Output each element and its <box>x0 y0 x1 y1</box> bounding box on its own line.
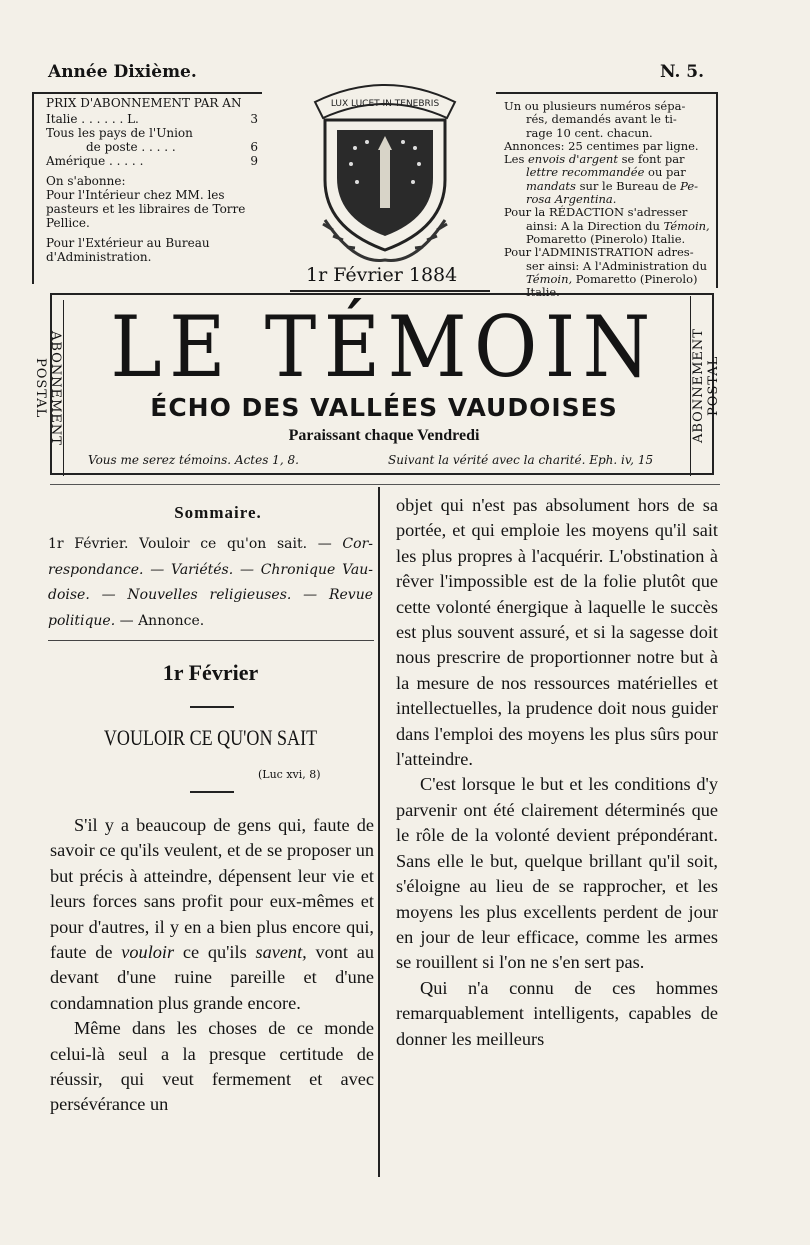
price-label: Tous les pays de l'Union <box>46 126 193 140</box>
notice-line: rosa Argentina. <box>526 192 617 207</box>
notice-line: Pour la RÉDACTION s'adresser <box>504 205 688 220</box>
summary-title: Sommaire. <box>174 503 262 522</box>
paragraph: Même dans les choses de ce monde celui-là seul a la presque certitude de réussir, qui veut fermement et avec persévérance un <box>50 1018 374 1115</box>
paragraph: S'il y a beaucoup de gens qui, faute de savoir ce qu'ils veulent, et de se proposer un but précis à atteindre, dépensent leur vie et leurs forces sans profit pour eux-mêmes et pour d'autres, il y en a bien plus encore qui, faute de vouloir ce qu'ils savent, vont au devant d'une ruine pareille et d'une condamnation plus grande encore. <box>50 815 374 1013</box>
notice-line: ser ainsi: A l'Administration du <box>526 258 707 273</box>
notice-line: ainsi: A la Direction du Témoin, <box>526 218 710 233</box>
summary-body: 1r Février. Vouloir ce qu'on sait. — Cor-respondance. — Variétés. — Chronique Vau-doise. — Nouvelles religieuses. — Revue politique. — Annonce. <box>48 536 373 629</box>
notice-line: Pour l'ADMINISTRATION adres- <box>504 245 694 260</box>
newspaper-subtitle: ÉCHO DES VALLÉES VAUDOISES <box>150 393 618 422</box>
scripture-reference: (Luc xvi, 8) <box>258 768 321 781</box>
issue-number: N. 5. <box>660 62 705 82</box>
newspaper-title: LE TÉMOIN <box>110 298 658 396</box>
notice-line: Annonces: 25 centimes par ligne. <box>504 138 699 153</box>
divider <box>48 640 374 641</box>
price-row-amerique <box>46 154 258 168</box>
issue-date: 1r Février 1884 <box>306 264 458 286</box>
subscribe-interior: Pour l'Intérieur chez MM. les pasteurs et les libraires de Torre Pellice. <box>46 188 246 230</box>
emblem-motto: LUX LUCET IN TENEBRIS <box>330 99 440 109</box>
subscribe-exterior: Pour l'Extérieur au Bureau d'Administration. <box>46 236 210 264</box>
article-body-right <box>396 493 718 1052</box>
price-label: de poste . . . . . <box>86 140 176 154</box>
divider <box>190 706 234 708</box>
paragraph: Qui n'a connu de ces hommes remarquablement intelligents, capables de donner les meilleurs <box>396 977 718 1049</box>
epigraph-right: Suivant la vérité avec la charité. Eph. iv, 15 <box>388 453 654 467</box>
side-label-right: ABONNEMENT POSTAL <box>690 296 714 476</box>
price-value: 6 <box>250 140 258 154</box>
price-label: Amérique . . . . . <box>46 154 144 168</box>
notice-line: Un ou plusieurs numéros sépa- <box>504 99 686 113</box>
notice-box <box>496 92 718 300</box>
divider <box>190 791 234 793</box>
column-divider <box>378 487 380 1177</box>
notice-line: rés, demandés avant le ti- <box>526 112 677 127</box>
notice-line: Les envois d'argent se font par <box>504 152 685 167</box>
price-title: PRIX D'ABONNEMENT PAR AN <box>46 96 242 110</box>
notice-line: mandats sur le Bureau de Pe- <box>526 178 699 193</box>
shield-emblem-icon <box>285 70 485 270</box>
article-date-heading: 1r Février <box>162 660 259 685</box>
side-label-left: ABONNEMENT POSTAL <box>42 300 64 476</box>
epigraph-left: Vous me serez témoins. Actes 1, 8. <box>88 453 299 467</box>
notice-line: Italie. <box>526 285 560 300</box>
price-row-union <box>46 140 258 154</box>
price-label: Italie . . . . . . L. <box>46 112 139 126</box>
paragraph: C'est lorsque le but et les conditions d'y parvenir ont été clairement déterminés que le rôle de la volonté devient prépondérant. Sans elle le but, quelque brillant qu'il soit, s'éloigne au lieu de se rapprocher, et les moyens les plus excellents perdent de jour en jour de leur efficace, comme les armes se rouillent si l'on ne s'en sert pas. <box>396 774 718 973</box>
price-row-italie <box>46 112 258 126</box>
subscription-price-box <box>32 92 262 284</box>
notice-line: lettre recommandée ou par <box>526 165 686 180</box>
price-value: 3 <box>250 112 258 126</box>
notice-line: Pomaretto (Pinerolo) Italie. <box>526 231 686 246</box>
price-value: 9 <box>250 154 258 168</box>
article-body-left <box>50 813 374 1118</box>
article-title: VOULOIR CE QU'ON SAIT <box>103 725 318 750</box>
notice-line: rage 10 cent. chacun. <box>526 125 653 140</box>
subscribe-title: On s'abonne: <box>46 174 126 188</box>
divider <box>50 484 720 485</box>
tagline: Paraissant chaque Vendredi <box>288 427 480 444</box>
notice-line: Témoin, Pomaretto (Pinerolo) <box>526 271 698 286</box>
paragraph: objet qui n'est pas absolument hors de sa portée, et qui emploie les moyens qu'il sait les plus propres à l'acquérir. L'obstination à rêver l'impossible est de la folie plutôt que cette volonté énergique à laquelle le succès est plus souvent assuré, et si la sagesse doit nous prescrire de proportionner notre but à la mesure de nos ressources matérielles et intellectuelles, la prudence doit nous guider dans l'emploi des moyens les plus sûrs pour l'atteindre. <box>396 495 718 770</box>
divider <box>290 290 490 292</box>
year-label: Année Dixième. <box>48 62 197 82</box>
